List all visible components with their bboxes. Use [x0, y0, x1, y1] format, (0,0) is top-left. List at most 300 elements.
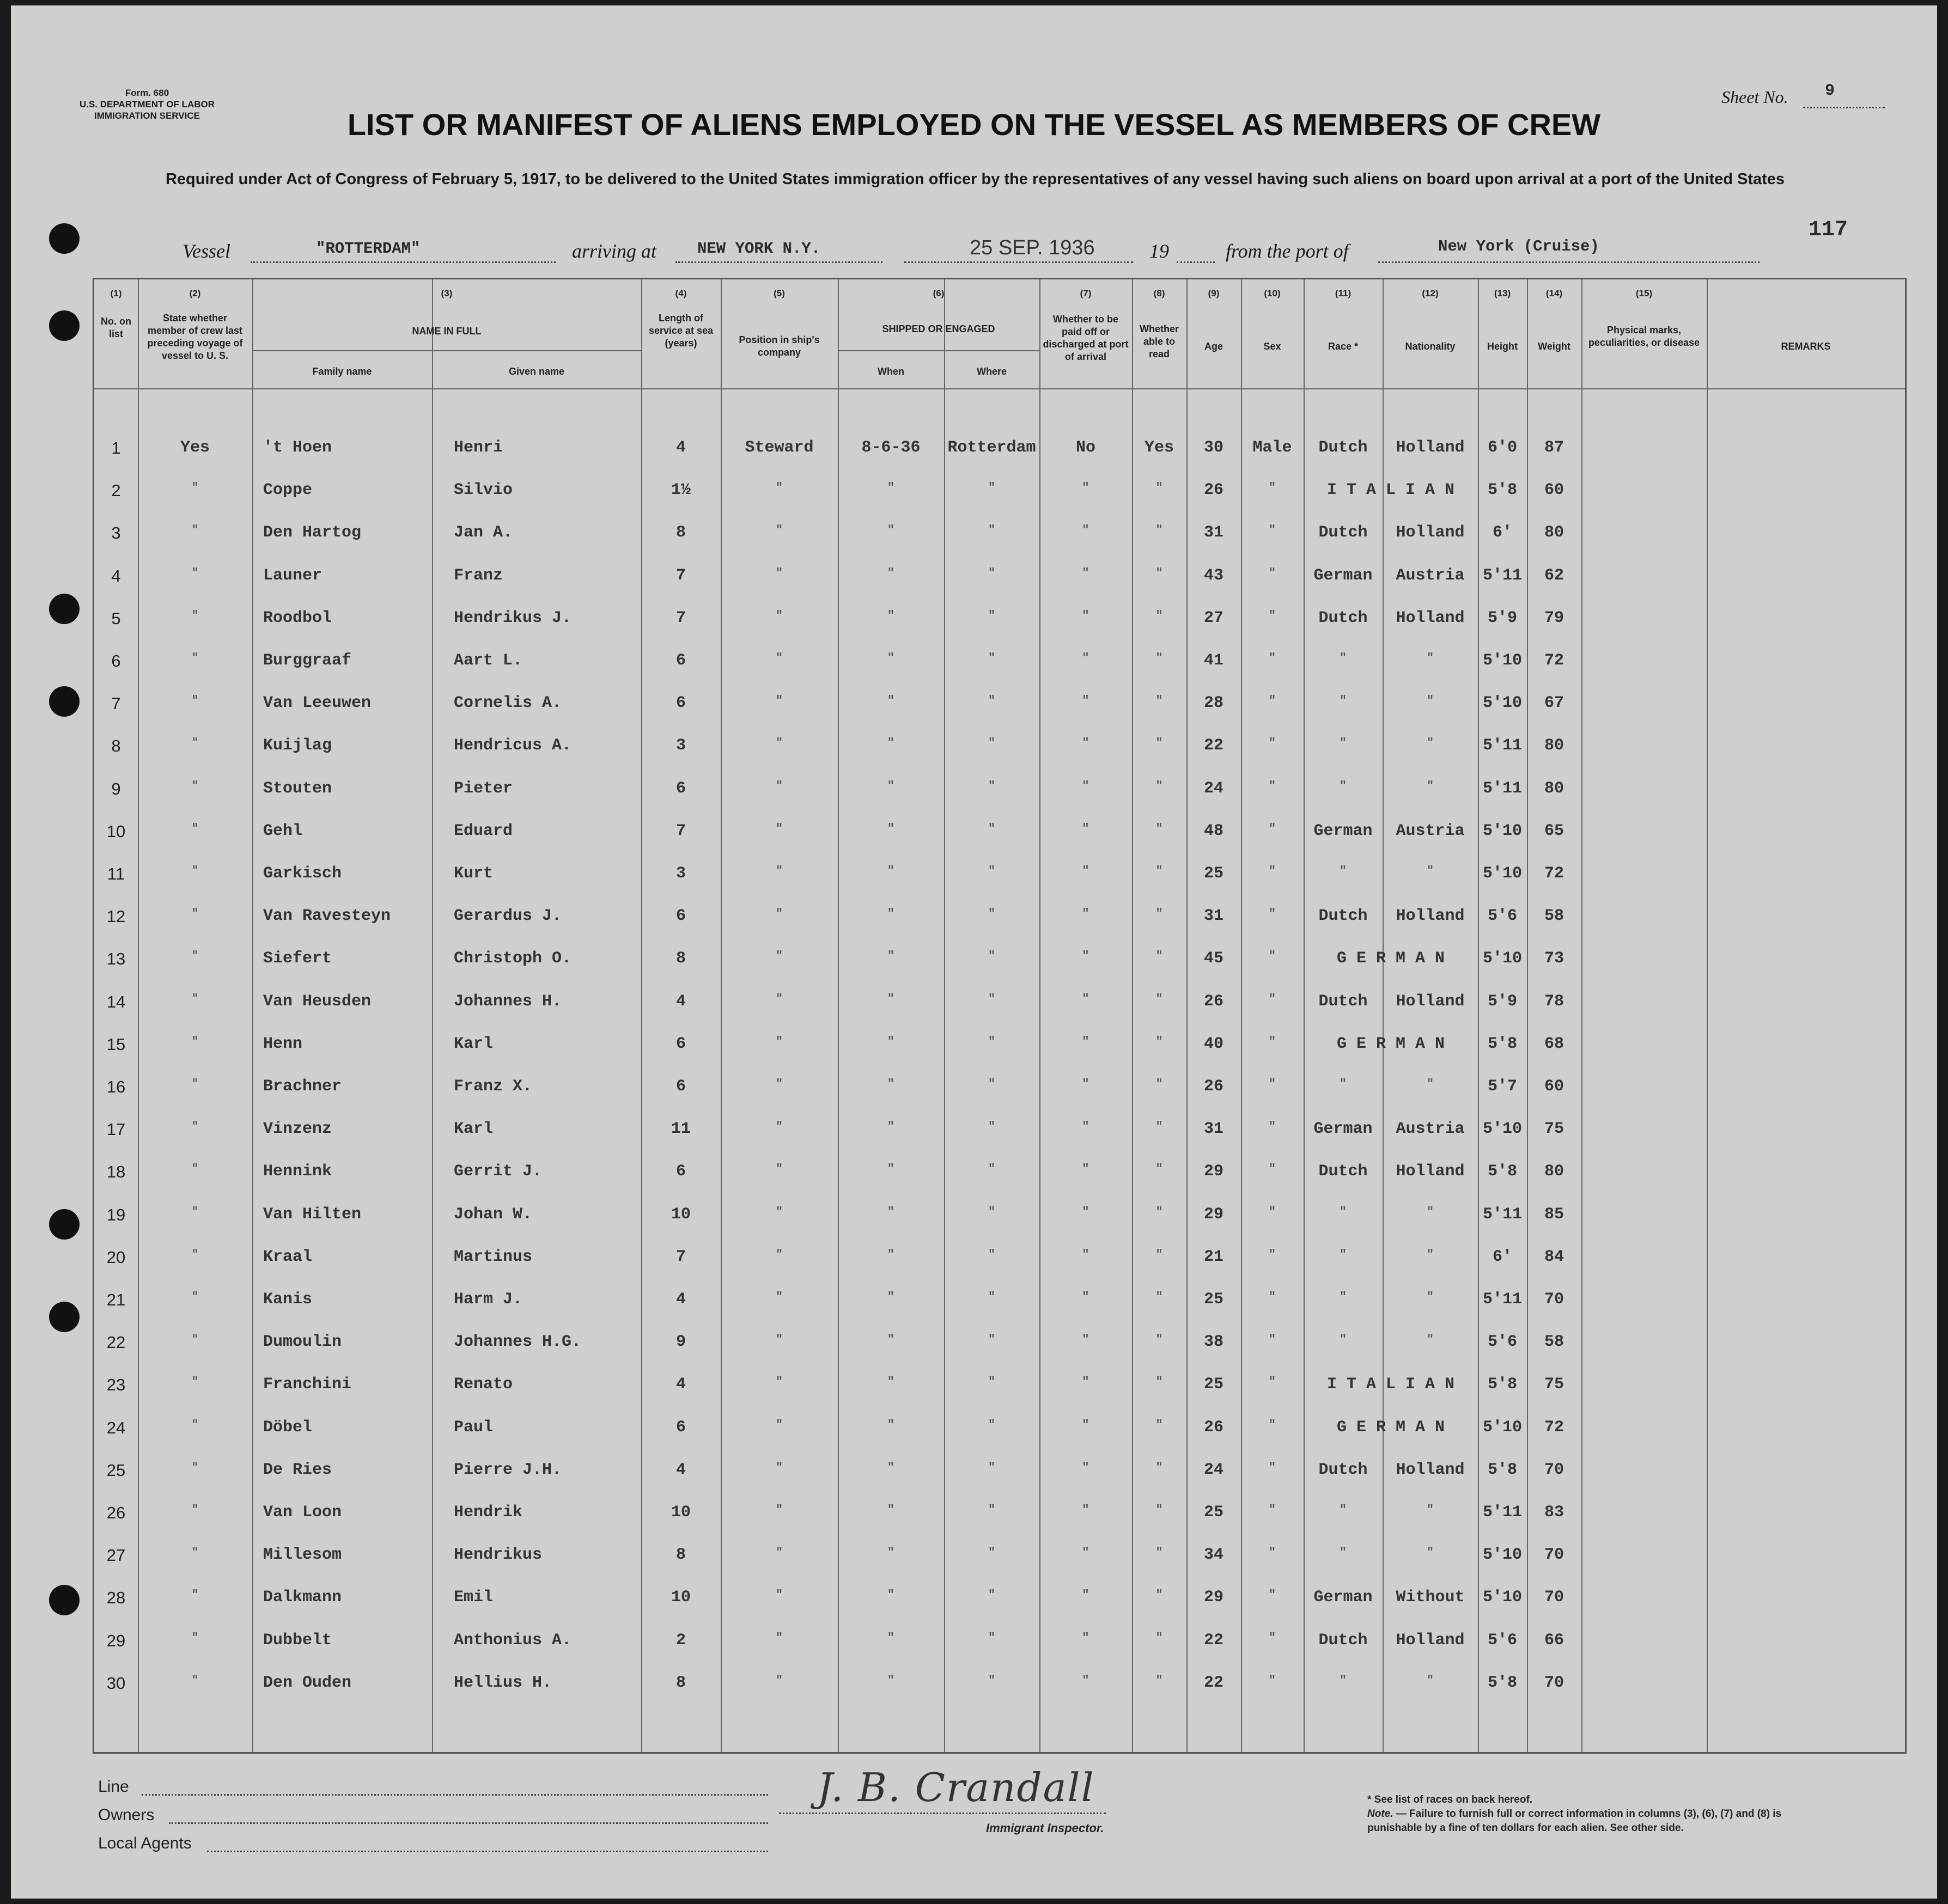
row-number: 23 — [106, 1375, 126, 1395]
cell-where: " — [988, 1034, 996, 1048]
cell-where: " — [988, 1460, 996, 1474]
cell-read: " — [1155, 1333, 1163, 1347]
cell-age: 25 — [1203, 1375, 1223, 1394]
cell-family: Siefert — [263, 949, 332, 968]
note-label: Note. — [1367, 1808, 1393, 1820]
cell-height: 5'10 — [1482, 864, 1522, 883]
cell-service: 8 — [675, 1673, 686, 1692]
cell-nationality: " — [1426, 1546, 1434, 1560]
table-row — [94, 1449, 1905, 1491]
cell-sex: " — [1268, 523, 1276, 538]
cell-age: 29 — [1203, 1588, 1223, 1607]
cell-prev: " — [191, 1333, 199, 1347]
document-subtitle: Required under Act of Congress of February 5, 1917, to be delivered to the United States immigration officer by the representatives of any vessel having such aliens on board upon arrival at a port of the United States — [165, 170, 1785, 188]
cell-when: " — [887, 1205, 895, 1219]
page-number: 117 — [1809, 218, 1848, 242]
cell-sex: Male — [1252, 438, 1292, 457]
penalty-note — [1367, 1807, 1814, 1835]
cell-where: " — [988, 1588, 996, 1602]
cell-sex: " — [1268, 1673, 1276, 1687]
cell-nationality: " — [1426, 1077, 1434, 1091]
cell-age: 48 — [1203, 821, 1223, 840]
cell-weight: 80 — [1544, 523, 1564, 542]
cell-where: " — [988, 1333, 996, 1347]
cell-height: 5'8 — [1487, 1460, 1517, 1479]
cell-when: " — [887, 481, 895, 495]
cell-service: 8 — [675, 523, 686, 542]
cell-sex: " — [1268, 608, 1276, 623]
cell-race: " — [1339, 1673, 1347, 1687]
cell-where: " — [988, 992, 996, 1006]
cell-age: 34 — [1203, 1546, 1223, 1565]
row-number: 11 — [107, 864, 125, 883]
cell-prev: " — [191, 694, 199, 708]
cell-race: " — [1339, 1290, 1347, 1304]
col-num: (6) — [933, 288, 945, 298]
cell-given: Eduard — [454, 821, 513, 840]
cell-service: 6 — [675, 651, 686, 670]
cell-family: Hennink — [263, 1162, 332, 1181]
cell-service: 6 — [675, 1077, 686, 1096]
cell-prev: " — [191, 736, 199, 750]
col-num: (11) — [1335, 288, 1352, 298]
cell-race: German — [1313, 821, 1373, 840]
cell-position: " — [775, 1162, 783, 1176]
cell-prev: " — [191, 1631, 199, 1645]
col-num: (3) — [441, 288, 453, 298]
cell-prev: " — [191, 1673, 199, 1687]
cell-position: " — [775, 1673, 783, 1687]
agents-field — [207, 1851, 768, 1852]
table-row — [94, 639, 1905, 682]
cell-given: Jan A. — [454, 523, 513, 542]
cell-service: 4 — [675, 1290, 686, 1309]
cell-nationality: Austria — [1396, 566, 1465, 585]
table-row — [94, 980, 1905, 1023]
cell-sex: " — [1268, 821, 1276, 835]
cell-given: Hendrikus J. — [454, 608, 572, 627]
cell-when: " — [887, 608, 895, 623]
cell-family: Millesom — [263, 1546, 342, 1565]
cell-position: " — [775, 1205, 783, 1219]
cell-service: 4 — [675, 1375, 686, 1394]
cell-position: " — [775, 1503, 783, 1517]
cell-paid-off: " — [1082, 1418, 1089, 1432]
cell-where: " — [988, 949, 996, 963]
cell-sex: " — [1268, 1418, 1276, 1432]
cell-given: Pierre J.H. — [454, 1460, 562, 1479]
cell-when: " — [887, 864, 895, 878]
cell-paid-off: " — [1082, 907, 1089, 921]
cell-where: " — [988, 907, 996, 921]
cell-prev: " — [191, 1503, 199, 1517]
cell-position: " — [775, 736, 783, 750]
cell-where: " — [988, 608, 996, 623]
table-row — [94, 682, 1905, 724]
cell-weight: 72 — [1544, 1418, 1564, 1437]
cell-position: " — [775, 1418, 783, 1432]
cell-nationality: " — [1426, 651, 1434, 665]
cell-paid-off: " — [1082, 608, 1089, 623]
sheet-label: Sheet No. — [1721, 87, 1788, 107]
crew-table — [93, 278, 1907, 1754]
cell-given: Harm J. — [454, 1290, 523, 1309]
cell-family: Garkisch — [263, 864, 342, 883]
cell-height: 5'11 — [1482, 1290, 1522, 1309]
cell-age: 29 — [1203, 1162, 1223, 1181]
cell-age: 24 — [1203, 779, 1223, 798]
cell-service: 11 — [671, 1120, 691, 1139]
cell-prev: " — [191, 1162, 199, 1176]
cell-age: 22 — [1203, 1673, 1223, 1692]
inspector-signature: J. B. Crandall — [817, 1765, 1095, 1810]
cell-nationality: Holland — [1396, 992, 1465, 1011]
cell-race: Dutch — [1318, 523, 1368, 542]
cell-age: 26 — [1203, 1418, 1223, 1437]
cell-where: " — [988, 1290, 996, 1304]
cell-sex: " — [1268, 992, 1276, 1006]
cell-family: Coppe — [263, 481, 313, 500]
cell-given: Paul — [454, 1418, 494, 1437]
cell-race: Dutch — [1318, 608, 1368, 627]
cell-where: " — [988, 566, 996, 580]
cell-when: " — [887, 1503, 895, 1517]
cell-age: 21 — [1203, 1247, 1223, 1266]
cell-weight: 83 — [1544, 1503, 1564, 1522]
cell-prev: " — [191, 1077, 199, 1091]
cell-weight: 72 — [1544, 864, 1564, 883]
cell-paid-off: " — [1082, 1034, 1089, 1048]
cell-height: 5'11 — [1482, 566, 1522, 585]
cell-family: Brachner — [263, 1077, 342, 1096]
cell-race-spanning: G E R M A N — [1336, 1418, 1445, 1437]
cell-age: 26 — [1203, 481, 1223, 500]
cell-family: Stouten — [263, 779, 332, 798]
col-header-height: Height — [1487, 341, 1518, 352]
cell-prev: " — [191, 949, 199, 963]
cell-paid-off: " — [1082, 523, 1089, 538]
table-row — [94, 852, 1905, 895]
cell-given: Kurt — [454, 864, 494, 883]
cell-where: " — [988, 1418, 996, 1432]
cell-prev: " — [191, 651, 199, 665]
cell-position: " — [775, 821, 783, 835]
department: U.S. DEPARTMENT OF LABOR — [79, 99, 215, 109]
cell-service: 7 — [675, 1247, 686, 1266]
cell-paid-off: " — [1082, 1247, 1089, 1261]
col-header-remarks: REMARKS — [1781, 341, 1831, 352]
cell-race: " — [1339, 779, 1347, 793]
cell-when: " — [887, 736, 895, 750]
cell-race: " — [1339, 1333, 1347, 1347]
cell-weight: 65 — [1544, 821, 1564, 840]
cell-weight: 70 — [1544, 1290, 1564, 1309]
cell-when: " — [887, 1588, 895, 1602]
cell-given: Martinus — [454, 1247, 533, 1266]
cell-read: " — [1155, 694, 1163, 708]
col-header-family: Family name — [312, 366, 372, 377]
cell-weight: 80 — [1544, 779, 1564, 798]
cell-height: 5'8 — [1487, 1034, 1517, 1053]
table-row — [94, 1108, 1905, 1150]
cell-sex: " — [1268, 1503, 1276, 1517]
table-row — [94, 1193, 1905, 1236]
cell-family: Den Ouden — [263, 1673, 352, 1692]
cell-read: " — [1155, 1546, 1163, 1560]
row-number: 8 — [111, 736, 121, 756]
owners-label: Owners — [98, 1806, 155, 1824]
cell-when: " — [887, 1460, 895, 1474]
cell-given: Henri — [454, 438, 503, 457]
cell-nationality: " — [1426, 864, 1434, 878]
cell-read: " — [1155, 1460, 1163, 1474]
vessel-line — [251, 261, 556, 263]
cell-sex: " — [1268, 1077, 1276, 1091]
col-header-given: Given name — [508, 366, 565, 377]
cell-weight: 75 — [1544, 1120, 1564, 1139]
line-label: Line — [98, 1778, 129, 1796]
row-number: 24 — [106, 1418, 126, 1437]
cell-weight: 70 — [1544, 1673, 1564, 1692]
col-header-read: Whether able to read — [1140, 324, 1179, 359]
cell-sex: " — [1268, 1546, 1276, 1560]
cell-race-spanning: G E R M A N — [1336, 1034, 1445, 1053]
cell-race: " — [1339, 1247, 1347, 1261]
cell-when: " — [887, 907, 895, 921]
cell-when: " — [887, 1546, 895, 1560]
cell-family: Dalkmann — [263, 1588, 342, 1607]
cell-when: " — [887, 821, 895, 835]
cell-position: " — [775, 1631, 783, 1645]
cell-prev: Yes — [180, 438, 210, 457]
cell-height: 5'10 — [1482, 821, 1522, 840]
cell-nationality: " — [1426, 779, 1434, 793]
signature-line — [779, 1813, 1106, 1814]
from-label: from the port of — [1226, 240, 1349, 262]
cell-given: Franz — [454, 566, 503, 585]
col-num: (14) — [1545, 288, 1563, 298]
cell-family: Kanis — [263, 1290, 313, 1309]
cell-prev: " — [191, 779, 199, 793]
col-header-name: NAME IN FULL — [412, 326, 482, 337]
cell-position: " — [775, 1375, 783, 1389]
cell-sex: " — [1268, 481, 1276, 495]
cell-read: " — [1155, 821, 1163, 835]
cell-sex: " — [1268, 907, 1276, 921]
table-row — [94, 1150, 1905, 1193]
arriving-port: NEW YORK N.Y. — [697, 240, 821, 258]
row-number: 16 — [106, 1077, 126, 1096]
row-number: 15 — [106, 1034, 126, 1054]
cell-paid-off: " — [1082, 1162, 1089, 1176]
arriving-label: arriving at — [572, 240, 657, 262]
cell-height: 5'11 — [1482, 1503, 1522, 1522]
cell-where: " — [988, 1503, 996, 1517]
cell-age: 22 — [1203, 1631, 1223, 1650]
cell-read: " — [1155, 1162, 1163, 1176]
cell-nationality: " — [1426, 736, 1434, 750]
cell-given: Emil — [454, 1588, 494, 1607]
races-note: * See list of races on back hereof. — [1367, 1794, 1533, 1805]
cell-age: 26 — [1203, 992, 1223, 1011]
cell-family: Burggraaf — [263, 651, 352, 670]
row-number: 27 — [106, 1546, 126, 1565]
table-row — [94, 810, 1905, 852]
cell-given: Hendricus A. — [454, 736, 572, 755]
cell-weight: 80 — [1544, 1162, 1564, 1181]
cell-service: 8 — [675, 949, 686, 968]
cell-position: " — [775, 1588, 783, 1602]
cell-age: 25 — [1203, 1290, 1223, 1309]
table-row — [94, 426, 1905, 469]
cell-prev: " — [191, 1546, 199, 1560]
cell-family: Den Hartog — [263, 523, 362, 542]
cell-family: Kuijlag — [263, 736, 332, 755]
agents-label: Local Agents — [98, 1834, 192, 1852]
cell-age: 31 — [1203, 523, 1223, 542]
row-number: 7 — [111, 694, 121, 713]
cell-weight: 79 — [1544, 608, 1564, 627]
col-header-age: Age — [1204, 341, 1223, 352]
cell-given: Johan W. — [454, 1205, 533, 1224]
cell-paid-off: " — [1082, 1333, 1089, 1347]
cell-age: 40 — [1203, 1034, 1223, 1053]
col-num: (15) — [1635, 288, 1653, 298]
cell-position: " — [775, 1333, 783, 1347]
cell-height: 5'8 — [1487, 481, 1517, 500]
cell-weight: 75 — [1544, 1375, 1564, 1394]
cell-service: 8 — [675, 1546, 686, 1565]
date-line — [904, 261, 1133, 263]
cell-paid-off: " — [1082, 1503, 1089, 1517]
cell-nationality: " — [1426, 1333, 1434, 1347]
cell-height: 6'0 — [1487, 438, 1517, 457]
table-row — [94, 1619, 1905, 1662]
cell-family: Launer — [263, 566, 322, 585]
table-row — [94, 1278, 1905, 1321]
cell-paid-off: " — [1082, 1375, 1089, 1389]
cell-read: " — [1155, 1205, 1163, 1219]
cell-service: 10 — [671, 1503, 691, 1522]
cell-family: Döbel — [263, 1418, 313, 1437]
col-num: (9) — [1208, 288, 1220, 298]
cell-prev: " — [191, 992, 199, 1006]
cell-family: Van Ravesteyn — [263, 907, 391, 926]
cell-position: " — [775, 1460, 783, 1474]
cell-sex: " — [1268, 864, 1276, 878]
cell-given: Karl — [454, 1034, 494, 1053]
col-num: (2) — [189, 288, 201, 298]
col-header-weight: Weight — [1538, 341, 1570, 352]
cell-where: " — [988, 864, 996, 878]
cell-nationality: Without — [1396, 1588, 1465, 1607]
row-number: 3 — [111, 523, 121, 543]
cell-prev: " — [191, 608, 199, 623]
cell-given: Karl — [454, 1120, 494, 1139]
cell-family: Van Heusden — [263, 992, 372, 1011]
cell-weight: 73 — [1544, 949, 1564, 968]
cell-height: 6' — [1492, 523, 1512, 542]
cell-where: " — [988, 779, 996, 793]
row-number: 28 — [106, 1588, 126, 1608]
cell-height: 5'9 — [1487, 608, 1517, 627]
col-header-when: When — [878, 366, 904, 377]
cell-service: 2 — [675, 1631, 686, 1650]
cell-read: " — [1155, 608, 1163, 623]
cell-weight: 72 — [1544, 651, 1564, 670]
cell-given: Pieter — [454, 779, 513, 798]
cell-sex: " — [1268, 1162, 1276, 1176]
cell-age: 22 — [1203, 736, 1223, 755]
cell-paid-off: " — [1082, 864, 1089, 878]
cell-nationality: " — [1426, 1205, 1434, 1219]
cell-when: " — [887, 949, 895, 963]
cell-position: " — [775, 608, 783, 623]
cell-nationality: Holland — [1396, 523, 1465, 542]
cell-when: 8-6-36 — [861, 438, 921, 457]
cell-read: " — [1155, 949, 1163, 963]
cell-prev: " — [191, 821, 199, 835]
cell-sex: " — [1268, 1631, 1276, 1645]
row-number: 2 — [111, 481, 121, 501]
form-number: Form. 680 — [125, 88, 169, 98]
cell-read: " — [1155, 523, 1163, 538]
row-number: 26 — [106, 1503, 126, 1522]
cell-when: " — [887, 694, 895, 708]
row-number: 30 — [106, 1673, 126, 1693]
cell-nationality: Holland — [1396, 438, 1465, 457]
cell-family: Van Leeuwen — [263, 694, 372, 713]
cell-service: 7 — [675, 566, 686, 585]
cell-family: Kraal — [263, 1247, 313, 1266]
cell-sex: " — [1268, 694, 1276, 708]
cell-race: Dutch — [1318, 1460, 1368, 1479]
binder-hole — [49, 310, 80, 341]
cell-given: Renato — [454, 1375, 513, 1394]
cell-nationality: Austria — [1396, 1120, 1465, 1139]
col-num: (1) — [110, 288, 122, 298]
cell-sex: " — [1268, 1290, 1276, 1304]
cell-family: Van Hilten — [263, 1205, 362, 1224]
cell-prev: " — [191, 1247, 199, 1261]
from-line — [1378, 261, 1760, 263]
cell-where: " — [988, 1673, 996, 1687]
row-number: 6 — [111, 651, 121, 670]
cell-paid-off: " — [1082, 1588, 1089, 1602]
cell-height: 5'8 — [1487, 1162, 1517, 1181]
table-row — [94, 511, 1905, 554]
col-header-physical: Physical marks, peculiarities, or disease — [1588, 325, 1700, 348]
cell-when: " — [887, 1418, 895, 1432]
cell-service: 3 — [675, 864, 686, 883]
cell-race: " — [1339, 1546, 1347, 1560]
col-num: (10) — [1264, 288, 1281, 298]
cell-position: " — [775, 1290, 783, 1304]
cell-prev: " — [191, 1375, 199, 1389]
table-row — [94, 1236, 1905, 1278]
cell-nationality: " — [1426, 1290, 1434, 1304]
cell-age: 27 — [1203, 608, 1223, 627]
cell-given: Christoph O. — [454, 949, 572, 968]
cell-race: " — [1339, 1077, 1347, 1091]
cell-when: " — [887, 1247, 895, 1261]
cell-read: " — [1155, 1673, 1163, 1687]
cell-where: " — [988, 736, 996, 750]
cell-race: Dutch — [1318, 1162, 1368, 1181]
cell-height: 5'10 — [1482, 1418, 1522, 1437]
col-header-service: Length of service at sea (years) — [648, 313, 714, 349]
row-number: 25 — [106, 1460, 126, 1480]
